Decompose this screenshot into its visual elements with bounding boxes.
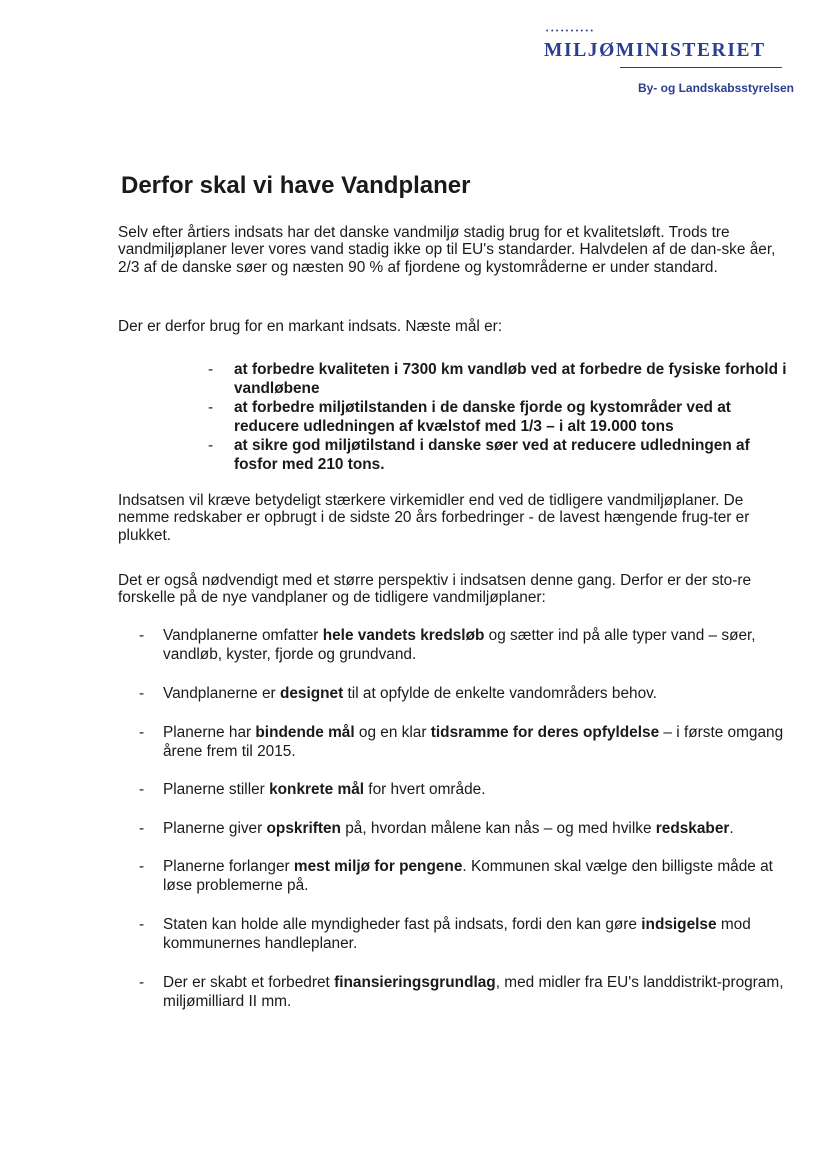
bullet-dash: -: [208, 399, 214, 416]
feature-emphasis: indsigelse: [641, 916, 717, 933]
feature-emphasis: redskaber: [655, 820, 730, 837]
feature-text: på, hvordan målene kan nås – og med hvilke: [340, 820, 656, 837]
bullet-dash: -: [139, 858, 145, 875]
feature-item: [139, 780, 799, 799]
goal-item: [208, 436, 794, 474]
goal-text: at forbedre miljøtilstanden i de danske fjorde og kystområder ved at reducere udledningen af kvælstof med 1/3 – i alt 19.000 tons: [234, 399, 731, 435]
feature-item: [139, 684, 799, 703]
feature-item: [139, 857, 799, 895]
bullet-dash: -: [139, 724, 145, 741]
bullet-dash: -: [139, 781, 145, 798]
bullet-dash: -: [139, 974, 145, 991]
feature-text: Staten kan holde alle myndigheder fast på indsats, fordi den kan gøre: [163, 916, 642, 933]
feature-emphasis: hele vandets kredsløb: [322, 627, 485, 644]
page-title: Derfor skal vi have Vandplaner: [121, 172, 471, 199]
intro-paragraph: Selv efter årtiers indsats har det danske vandmiljø stadig brug for et kvalitetsløft. Trods tre vandmiljøplaner lever vores vand stadig ikke op til EU's standarder. Halvdelen af de dan-ske åer, 2/3 af de danske søer og næsten 90 % af fjordene og kystområderne er under standard.: [118, 224, 776, 276]
feature-text: for hvert område.: [364, 781, 486, 798]
goal-text: at forbedre kvaliteten i 7300 km vandløb ved at forbedre de fysiske forhold i vandløbene: [234, 361, 787, 397]
feature-text: Planerne giver: [163, 820, 267, 837]
goals-list: [208, 360, 794, 474]
feature-emphasis: tidsramme for deres opfyldelse: [430, 724, 660, 741]
feature-text: Vandplanerne er: [163, 685, 280, 702]
feature-text: Planerne har: [163, 724, 256, 741]
feature-text: Planerne forlanger: [163, 858, 294, 875]
bullet-dash: -: [208, 361, 214, 378]
feature-emphasis: bindende mål: [255, 724, 355, 741]
feature-text: og en klar: [354, 724, 431, 741]
logo-divider: [620, 67, 782, 68]
bullet-dash: -: [139, 916, 145, 933]
feature-text: , med midler fra EU's landdistrikt-program, miljømilliard II mm.: [163, 974, 784, 1010]
logo-wordmark: MILJØMINISTERIET: [544, 40, 766, 61]
bullet-dash: -: [139, 627, 145, 644]
feature-text: til at opfylde de enkelte vandområders behov.: [343, 685, 657, 702]
goal-text: at sikre god miljøtilstand i danske søer ved at reducere udledningen af fosfor med 210 tons.: [234, 437, 750, 473]
goal-item: [208, 360, 794, 398]
agency-name: By- og Landskabsstyrelsen: [637, 81, 794, 95]
feature-item: [139, 973, 799, 1011]
goals-intro-paragraph: Der er derfor brug for en markant indsats. Næste mål er:: [118, 318, 503, 335]
bullet-dash: -: [208, 437, 214, 454]
bullet-dash: -: [139, 685, 145, 702]
feature-text: Der er skabt et forbedret: [163, 974, 335, 991]
bullet-dash: -: [139, 820, 145, 837]
feature-text: og sætter ind på alle typer vand – søer, vandløb, kyster, fjorde og grundvand.: [163, 627, 756, 663]
goal-item: [208, 398, 794, 436]
feature-item: [139, 626, 799, 664]
feature-item: [139, 723, 799, 761]
logo-dots: ••••••••••: [546, 28, 596, 35]
feature-text: .: [729, 820, 734, 837]
feature-item: [139, 819, 799, 838]
feature-item: [139, 915, 799, 953]
perspective-paragraph: Det er også nødvendigt med et større perspektiv i indsatsen denne gang. Derfor er der sto-re forskelle på de nye vandplaner og de tidligere vandmiljøplaner:: [118, 572, 752, 607]
feature-text: Planerne stiller: [163, 781, 270, 798]
feature-emphasis: mest miljø for pengene: [293, 858, 463, 875]
feature-emphasis: opskriften: [266, 820, 341, 837]
feature-emphasis: konkrete mål: [269, 781, 365, 798]
tools-paragraph: Indsatsen vil kræve betydeligt stærkere virkemidler end ved de tidligere vandmiljøplaner. De nemme redskaber er opbrugt i de sidste 20 års forbedringer - de lavest hængende frug-ter er plukket.: [118, 492, 750, 544]
feature-text: – i første omgang årene frem til 2015.: [163, 724, 784, 760]
feature-emphasis: finansieringsgrundlag: [334, 974, 496, 991]
feature-text: mod kommunernes handleplaner.: [163, 916, 751, 952]
feature-text: . Kommunen skal vælge den billigste måde at løse problemerne på.: [163, 858, 773, 894]
feature-text: Vandplanerne omfatter: [163, 627, 323, 644]
feature-emphasis: designet: [279, 685, 344, 702]
